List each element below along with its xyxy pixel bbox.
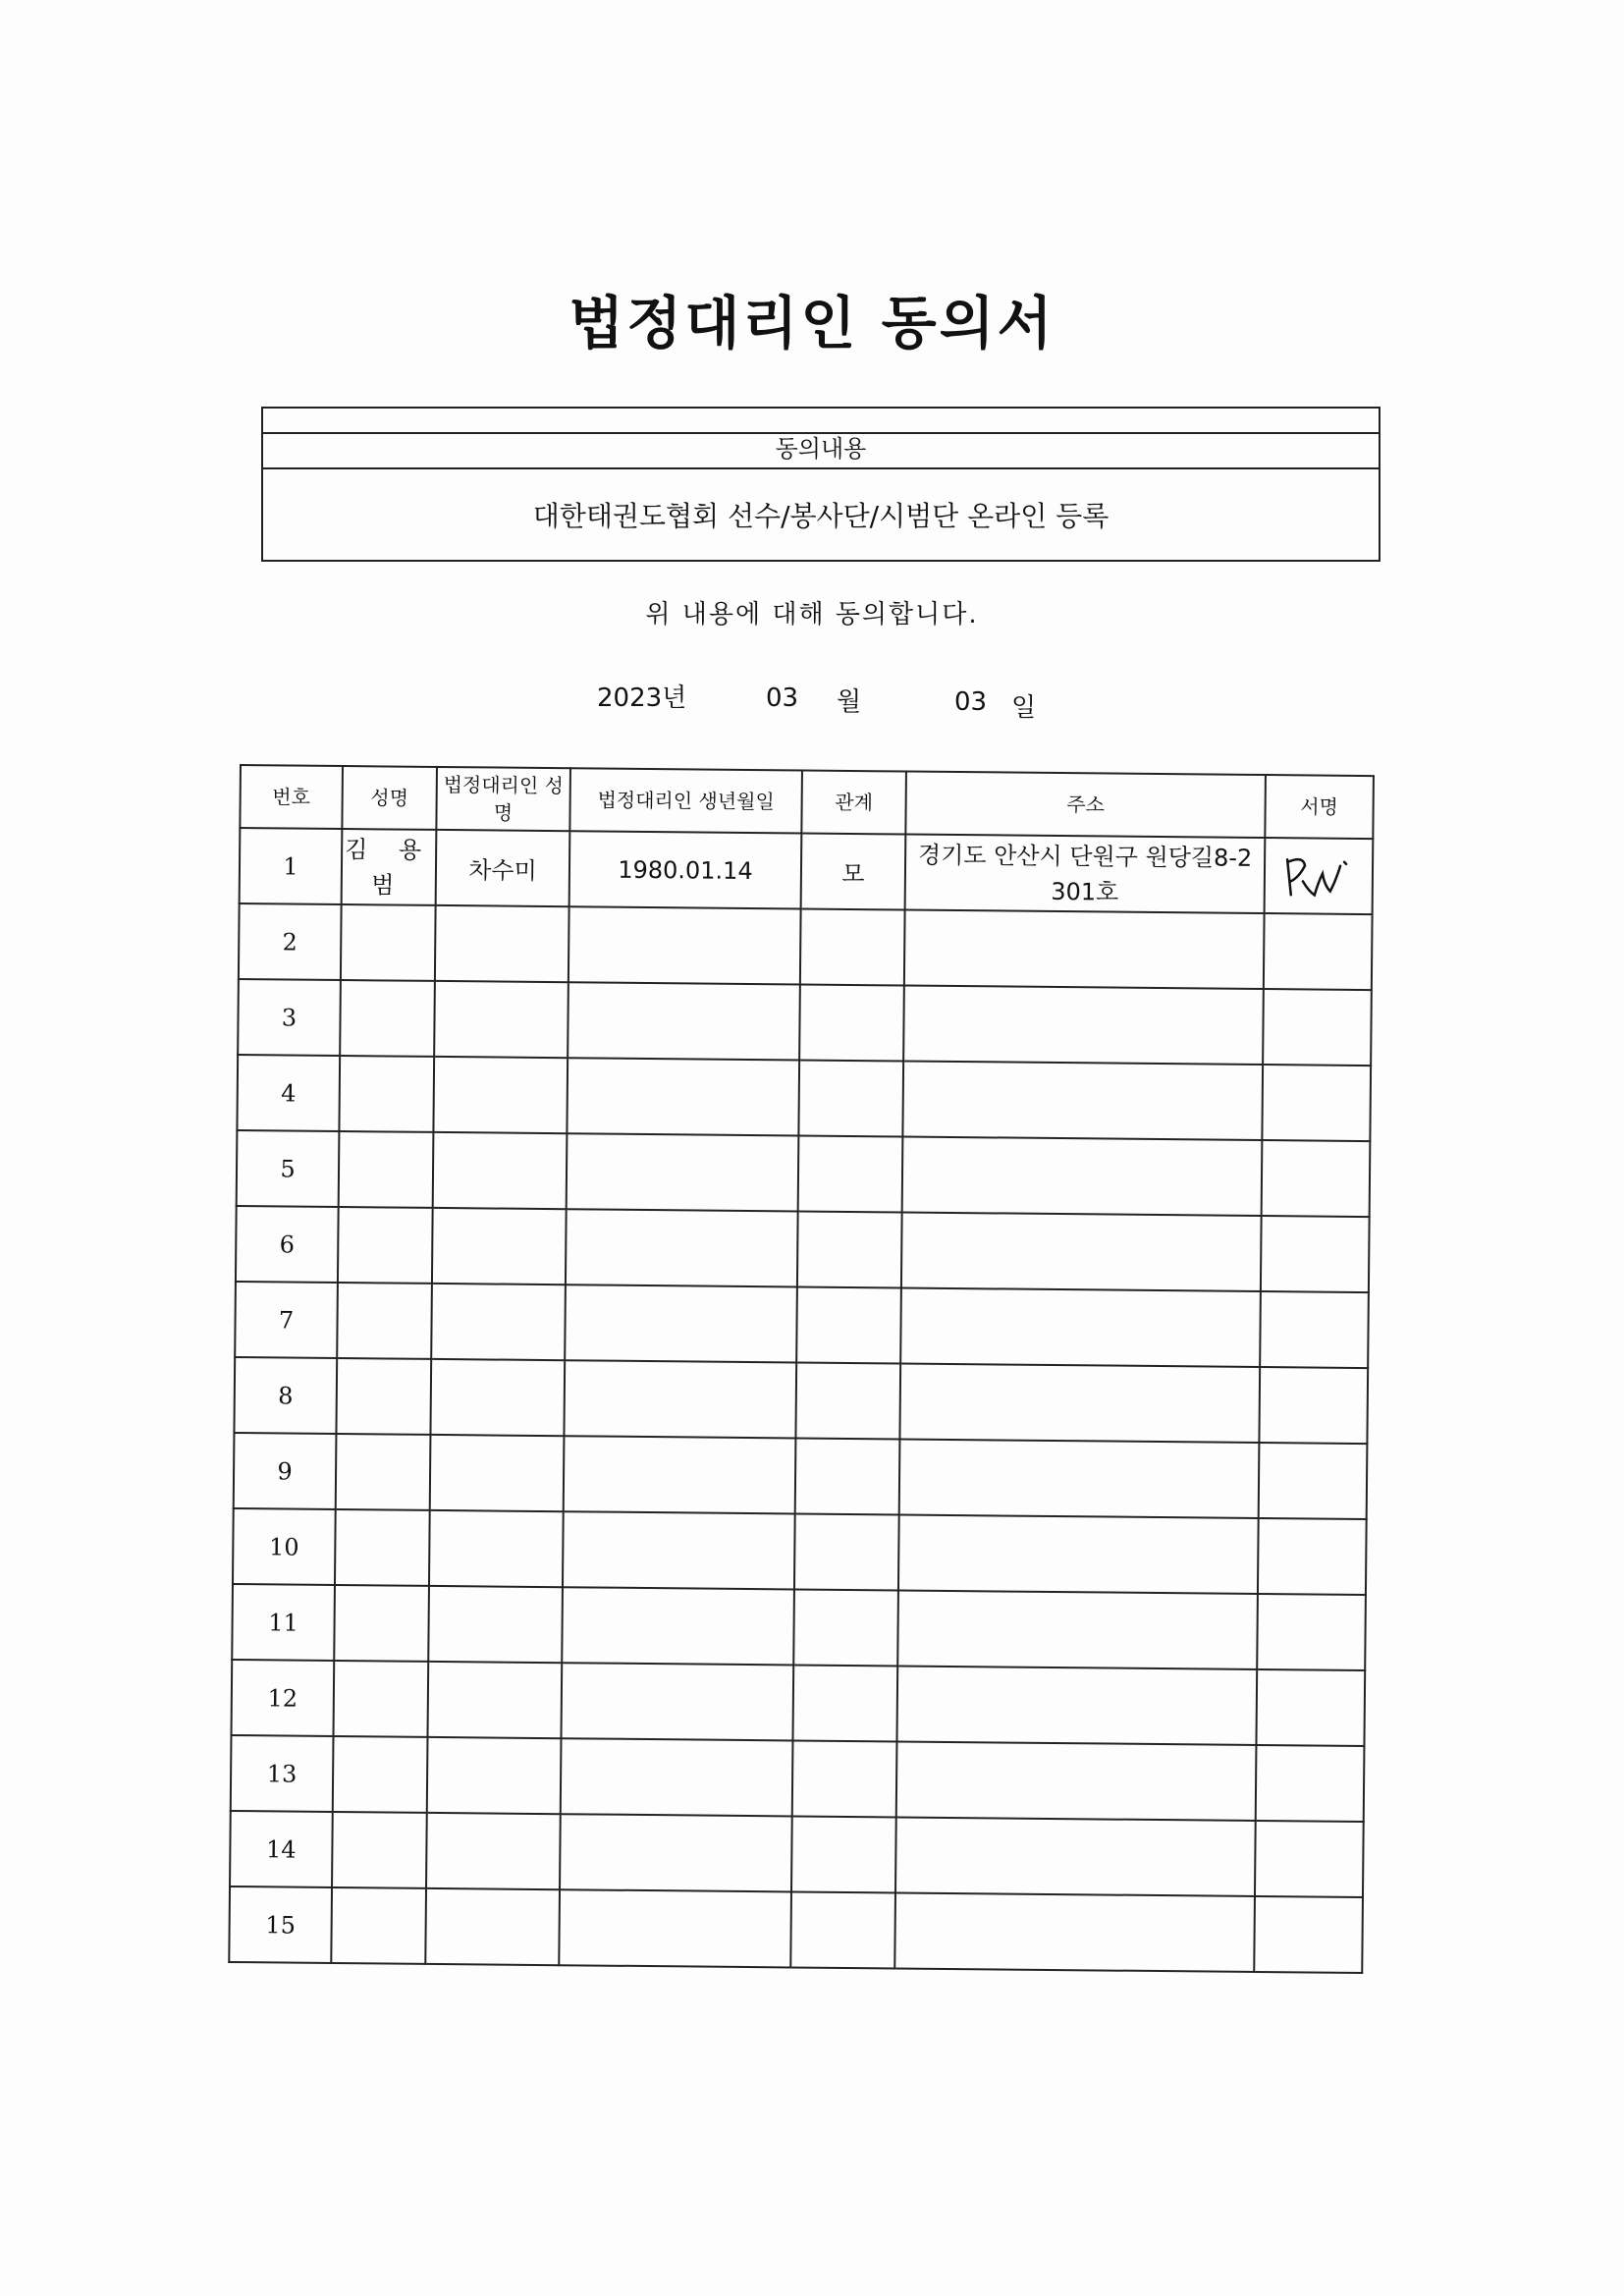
header-guardian-birth: 법정대리인 생년월일 <box>569 768 802 833</box>
table-row <box>234 1433 1368 1519</box>
row-guardian-name <box>434 981 568 1058</box>
row-relation <box>794 1513 899 1590</box>
row-relation: 모 <box>801 833 906 909</box>
row-relation <box>797 1211 902 1287</box>
table-row <box>233 1508 1367 1595</box>
document-title: 법정대리인 동의서 <box>568 290 1056 356</box>
row-signature <box>1258 1518 1367 1595</box>
row-relation <box>795 1362 900 1439</box>
date-month: 03 <box>766 683 799 713</box>
row-number: 12 <box>232 1660 335 1736</box>
row-signature <box>1261 1216 1370 1292</box>
row-guardian-birth <box>564 1436 796 1513</box>
row-name <box>333 1736 428 1813</box>
row-guardian-birth <box>566 1209 798 1286</box>
row-guardian-birth <box>568 906 801 984</box>
row-guardian-birth <box>559 1889 791 1967</box>
row-address <box>901 1212 1262 1291</box>
row-guardian-name <box>435 905 569 982</box>
row-relation <box>795 1438 900 1514</box>
row-number: 2 <box>239 903 342 980</box>
row-guardian-birth <box>561 1738 793 1816</box>
row-guardian-birth <box>565 1285 797 1362</box>
row-address <box>897 1590 1258 1669</box>
table-row <box>235 1282 1369 1368</box>
row-name <box>331 1887 426 1964</box>
row-guardian-name <box>433 1057 568 1133</box>
row-signature <box>1264 913 1373 990</box>
row-address <box>902 1137 1263 1217</box>
row-guardian-name <box>427 1737 562 1814</box>
row-number: 6 <box>236 1206 339 1283</box>
date-year: 2023년 <box>597 683 687 713</box>
row-name <box>337 1283 432 1359</box>
row-address <box>903 986 1264 1066</box>
row-address <box>904 910 1265 990</box>
table-row <box>237 1055 1371 1141</box>
row-name <box>334 1661 429 1737</box>
table-row <box>240 828 1374 914</box>
row-guardian-birth <box>563 1511 795 1589</box>
row-signature <box>1254 1896 1363 1973</box>
consent-header-label: 동의내용 <box>775 435 867 463</box>
row-guardian-name <box>428 1586 563 1663</box>
row-number: 4 <box>237 1055 340 1131</box>
row-number: 1 <box>240 828 343 904</box>
row-relation <box>798 1060 903 1136</box>
row-address: 경기도 안산시 단원구 원당길8-2 301호 <box>905 835 1266 914</box>
row-number: 7 <box>235 1282 338 1358</box>
row-guardian-name <box>425 1888 560 1965</box>
header-signature: 서명 <box>1265 775 1374 839</box>
row-name <box>338 1207 433 1284</box>
row-name <box>335 1509 430 1586</box>
row-number: 14 <box>230 1811 333 1887</box>
table-row <box>238 979 1372 1066</box>
row-signature <box>1260 1291 1369 1368</box>
table-row <box>236 1206 1370 1292</box>
row-guardian-name <box>433 1132 568 1209</box>
row-address <box>895 1817 1256 1896</box>
row-guardian-name <box>431 1284 566 1360</box>
row-name <box>336 1434 431 1510</box>
date-day-unit: 일 <box>1011 693 1037 723</box>
row-guardian-birth <box>568 982 800 1060</box>
row-guardian-birth <box>560 1814 792 1891</box>
row-guardian-name <box>426 1813 561 1889</box>
row-number: 11 <box>232 1584 335 1661</box>
row-number: 13 <box>231 1735 334 1812</box>
row-address <box>900 1287 1261 1367</box>
row-signature <box>1265 838 1374 914</box>
table-row <box>231 1735 1365 1822</box>
row-guardian-birth: 1980.01.14 <box>569 831 802 908</box>
row-relation <box>792 1740 897 1817</box>
table-row <box>232 1584 1366 1670</box>
header-number: 번호 <box>240 765 343 829</box>
date-day: 03 <box>954 687 988 717</box>
row-guardian-name <box>427 1662 562 1738</box>
row-relation <box>793 1589 898 1666</box>
row-guardian-name <box>430 1359 565 1436</box>
table-body <box>229 828 1373 1973</box>
row-name <box>339 1131 434 1208</box>
row-guardian-birth <box>567 1058 799 1135</box>
row-signature <box>1263 989 1372 1066</box>
consent-box <box>261 407 1380 562</box>
row-address <box>899 1439 1260 1518</box>
table-row <box>229 1886 1363 1973</box>
row-address <box>894 1892 1255 1972</box>
row-guardian-birth <box>562 1587 794 1665</box>
row-relation <box>799 984 904 1061</box>
row-signature <box>1256 1669 1365 1746</box>
header-name: 성명 <box>342 766 437 830</box>
row-guardian-name <box>429 1510 564 1587</box>
row-number: 8 <box>234 1357 337 1434</box>
row-signature <box>1259 1443 1368 1519</box>
row-relation <box>791 1816 896 1892</box>
row-relation <box>796 1286 901 1363</box>
table-header-row <box>240 765 1374 839</box>
row-number: 10 <box>233 1508 336 1585</box>
row-name <box>332 1812 427 1888</box>
handwritten-signature-icon <box>1279 851 1358 902</box>
table-row <box>234 1357 1368 1444</box>
row-name <box>334 1585 429 1662</box>
row-signature <box>1259 1367 1368 1444</box>
row-guardian-name <box>432 1208 567 1285</box>
header-address: 주소 <box>905 772 1266 839</box>
row-signature <box>1262 1065 1371 1141</box>
row-relation <box>790 1891 895 1968</box>
table-row <box>232 1660 1366 1746</box>
row-name <box>341 904 436 981</box>
date-month-unit: 월 <box>837 687 862 717</box>
row-guardian-name: 차수미 <box>436 830 570 906</box>
row-relation <box>798 1135 903 1212</box>
row-signature <box>1255 1821 1364 1897</box>
table-row <box>237 1130 1371 1217</box>
row-signature <box>1262 1140 1371 1217</box>
row-number: 15 <box>229 1886 332 1963</box>
row-number: 5 <box>237 1130 340 1207</box>
guardian-registry-table <box>228 764 1375 1974</box>
row-address <box>896 1741 1257 1821</box>
row-signature <box>1257 1594 1366 1670</box>
row-name <box>340 980 435 1057</box>
row-guardian-name <box>430 1435 565 1511</box>
row-guardian-birth <box>561 1663 793 1740</box>
row-relation <box>792 1665 897 1741</box>
row-guardian-birth <box>564 1360 796 1438</box>
agreement-statement: 위 내용에 대해 동의합니다. <box>645 600 979 629</box>
consent-content: 대한태권도협회 선수/봉사단/시범단 온라인 등록 <box>532 500 1110 532</box>
table-row <box>230 1811 1364 1897</box>
row-signature <box>1256 1745 1365 1822</box>
row-address <box>898 1514 1259 1594</box>
row-address <box>896 1666 1257 1745</box>
header-guardian-name: 법정대리인 성명 <box>436 767 570 831</box>
row-guardian-birth <box>567 1133 799 1211</box>
table-row <box>239 903 1373 990</box>
row-name: 김 용 범 <box>342 829 437 905</box>
row-name <box>336 1358 431 1435</box>
row-name <box>339 1056 434 1132</box>
consent-header <box>263 409 1379 469</box>
row-address <box>902 1062 1263 1141</box>
row-address <box>899 1363 1260 1443</box>
row-relation <box>800 908 905 985</box>
row-number: 9 <box>234 1433 337 1509</box>
header-relation: 관계 <box>801 771 906 835</box>
row-number: 3 <box>238 979 341 1056</box>
